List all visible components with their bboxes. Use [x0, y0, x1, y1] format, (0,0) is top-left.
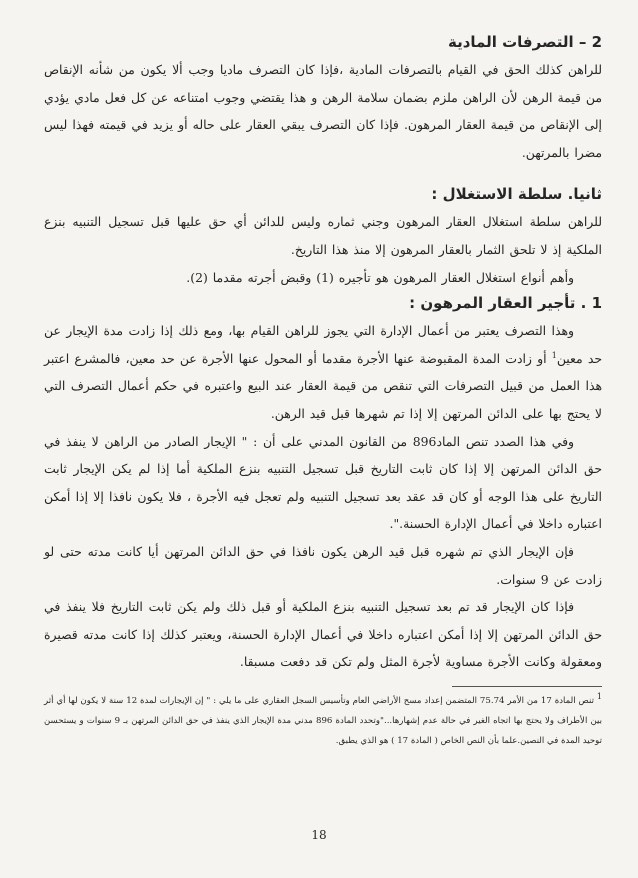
footnote-number: 1 [596, 692, 602, 702]
page-content [44, 30, 602, 751]
paragraph-article-896: وفي هذا الصدد تنص الماد896 من القانون المدني على أن : " الإيجار الصادر من الراهن لا ينفذ في حق الدائن المرتهن إلا إذا كان ثابت التاريخ قبل تسجيل التنبيه بنزع الملكية أما إذا لم يكن الإيجار ثابت التاريخ على هذا الوجه أو كان قد عقد بعد تسجيل التنبيه ولم تعجل فيه الأجرة ، فلا يكون نافذا إلا إذا أمكن اعتباره داخلا في أعمال الإدارة الحسنة.". [44, 433, 602, 532]
paragraph-exploitation: للراهن سلطة استغلال العقار المرهون وجني ثماره وليس للدائن أي حق عليها قبل تسجيل التنبيه بنزع الملكية إذ لا تلحق الثمار بالعقار المرهون إلا منذ هذا التاريخ. [44, 214, 602, 257]
section-heading: 2 – التصرفات المادية [447, 33, 602, 51]
paragraph-leasing-part1: وهذا التصرف يعتبر من أعمال الإدارة التي يجوز للراهن القيام بها، ومع ذلك إذا زادت مدة الإيجار عن حد معين [44, 323, 602, 366]
paragraph-material-acts: للراهن كذلك الحق في القيام بالتصرفات المادية ،فإذا كان التصرف ماديا وجب ألا يكون من شأنه الإنقاص من قيمة الرهن لأن الراهن ملزم بضمان سلامة الرهن و هذا يقتضي وجوب امتناعه عن كل فعل مادي يؤدي إلى الإنقاص من قيمة العقار المرهون. فإذا كان التصرف يبقي العقار على حاله أو يزيد في قيمته فهذا ليس مضرا بالمرتهن. [44, 62, 602, 160]
footnote-divider [452, 686, 602, 687]
footnote-text: تنص المادة 17 من الأمر 75.74 المتضمن إعداد مسح الأراضي العام وتأسيس السجل العقاري على ما يلي : " إن الإيجارات لمدة 12 سنة لا يكون لها أي أثر بين الأطراف ولا يحتج بها اتجاه الغير في حالة عدم إشهارها..."وتحدد المادة 896 مدني مدة الإيجار الذي ينفذ في حق الدائن المرتهن بـ 9 سنوات و يستحسن توحيد المدة في النصين.علما بأن النص الخاص ( المادة 17 ) هو الذي يطبق. [44, 695, 602, 746]
paragraph-leasing-part2: أو زادت المدة المقبوضة عنها الأجرة مقدما أو المحول عنها الأجرة عن حد معين، فالمشرع اعتبر هذا العمل من قبيل التصرفات التي تنقص من قيمة العقار عند البيع واعتبره في حكم أعمال التصرف التي لا يحتج بها على الدائن المرتهن إلا إذا تم شهرها قبل قيد الرهن. [44, 350, 602, 421]
footnote [44, 691, 602, 751]
paragraph-unregistered-lease: فإذا كان الإيجار قد تم بعد تسجيل التنبيه بنزع الملكية أو قبل ذلك ولم يكن ثابت التاريخ فلا ينفذ في حق الدائن المرتهن إلا إذا أمكن اعتباره داخلا في أعمال الإدارة الحسنة، ويعتبر كذلك إذا كانت مدته قصيرة ومعقولة وكانت الأجرة مساوية لأجرة المثل ولم تكن قد دفعت مسبقا. [44, 599, 602, 670]
heading-leasing: 1 . تأجير العقار المرهون : [409, 294, 602, 313]
page-number: 18 [311, 828, 327, 842]
paragraph-leasing [44, 317, 602, 427]
paragraph-registered-lease: فإن الإيجار الذي تم شهره قبل قيد الرهن يكون نافذا في حق الدائن المرتهن أيا كانت مدته حتى لو زادت عن 9 سنوات. [44, 543, 602, 587]
paragraph-exploitation-types: وأهم أنواع استغلال العقار المرهون هو تأجيره (1) وقبض أجرته مقدما (2). [186, 269, 574, 285]
heading-exploitation: ثانيا. سلطة الاستغلال : [431, 185, 602, 204]
footnote-ref: 1 [551, 350, 557, 360]
